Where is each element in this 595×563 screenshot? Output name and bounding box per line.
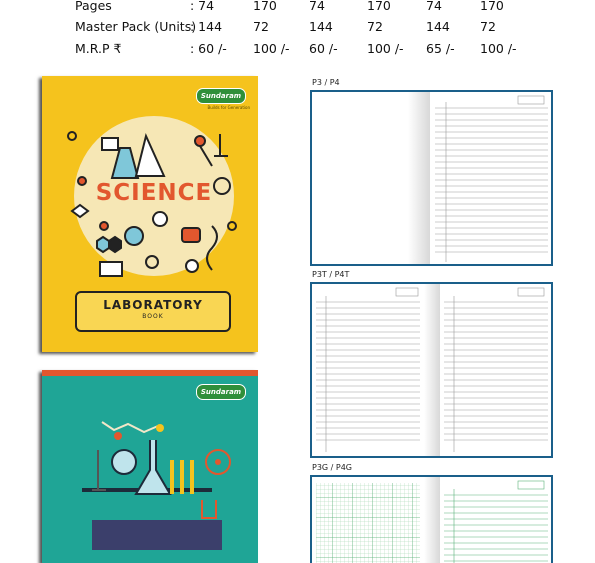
spec-row-mrp <box>0 41 595 61</box>
spec-value: 72 <box>480 19 496 34</box>
spec-value: 100 /- <box>480 41 517 56</box>
spec-value: 72 <box>367 19 383 34</box>
spec-table <box>0 0 595 64</box>
sheet-label-p3-p4: P3 / P4 <box>312 78 340 87</box>
sheet-sample-p3t-p4t <box>310 282 553 458</box>
spec-value: 74 <box>309 0 325 13</box>
spec-value: 72 <box>253 19 269 34</box>
spec-value: 65 /- <box>426 41 455 56</box>
sheet-label-p3t-p4t: P3T / P4T <box>312 270 350 279</box>
spec-label: M.R.P ₹ <box>75 41 122 56</box>
spec-value: : 144 <box>190 19 223 34</box>
cover-title: LABORATORY <box>103 298 203 312</box>
spec-label: Master Pack (Units) <box>75 19 197 34</box>
spec-value: 100 /- <box>253 41 290 56</box>
spec-row-pages <box>0 0 595 18</box>
cover-lab-teal <box>42 370 258 563</box>
cover-title-box <box>75 291 231 332</box>
graph-ruled-illustration <box>312 477 551 563</box>
spec-value: 60 /- <box>309 41 338 56</box>
spec-label: Pages <box>75 0 112 13</box>
brand-logo: Sundaram <box>196 88 246 104</box>
sheet-label-p3g-p4g: P3G / P4G <box>312 463 353 472</box>
lab-illustration <box>42 370 258 563</box>
cover-science-yellow <box>42 76 258 352</box>
spec-value: 100 /- <box>367 41 404 56</box>
sheet-sample-p3g-p4g <box>310 475 553 563</box>
cover-subtitle: BOOK <box>142 313 164 320</box>
spec-value: 144 <box>426 19 450 34</box>
spec-row-master-pack <box>0 19 595 39</box>
spec-value: 74 <box>426 0 442 13</box>
spec-value: : 74 <box>190 0 215 13</box>
brand-tagline: Builds for Generation <box>207 105 250 110</box>
brand-logo: Sundaram <box>196 384 246 400</box>
ruled-page-illustration <box>312 92 551 264</box>
spec-value: 170 <box>480 0 504 13</box>
spec-value: 144 <box>309 19 333 34</box>
sheet-sample-p3-p4 <box>310 90 553 266</box>
spec-value: 170 <box>367 0 391 13</box>
spec-value: : 60 /- <box>190 41 227 56</box>
cover-word: SCIENCE <box>95 180 213 206</box>
spec-value: 170 <box>253 0 277 13</box>
ruled-both-pages-illustration <box>312 284 551 456</box>
